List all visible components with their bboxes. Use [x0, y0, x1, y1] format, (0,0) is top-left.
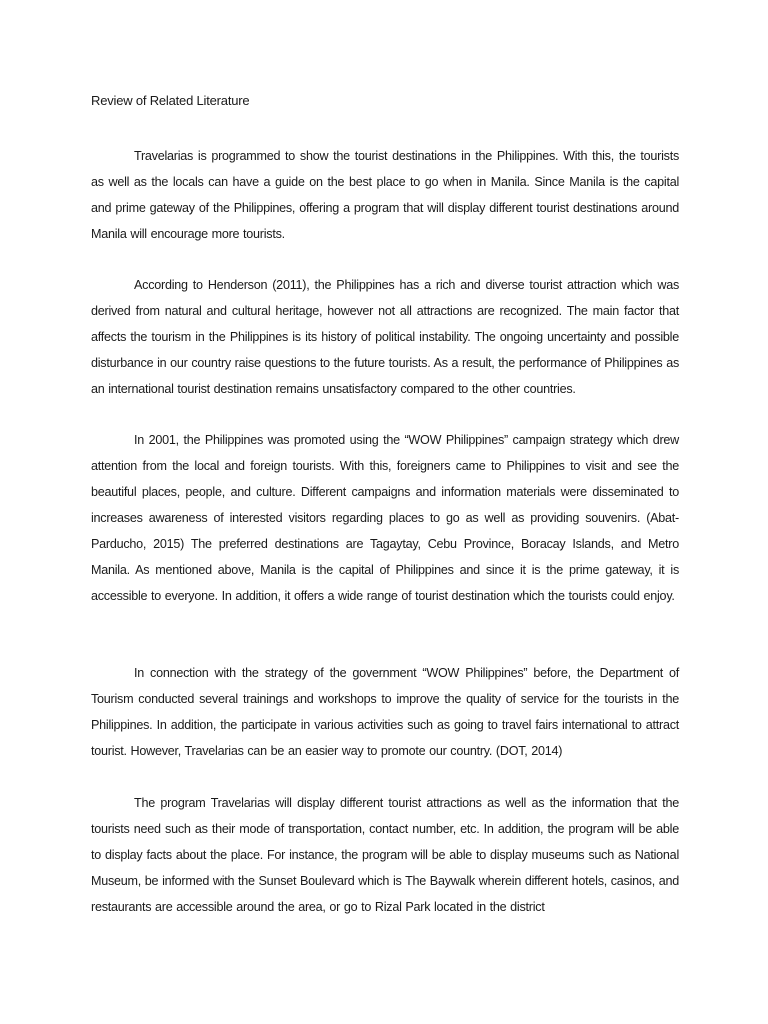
- paragraph-5: The program Travelarias will display different tourist attractions as well as the information that the tourists need such as their mode of transportation, contact number, etc. In addition, the program will be able to display facts about the place. For instance, the program will be able to display museums such as National Museum, be informed with the Sunset Boulevard which is The Baywalk wherein different hotels, casinos, and restaurants are accessible around the area, or go to Rizal Park located in the district: [91, 796, 679, 914]
- paragraph-2: According to Henderson (2011), the Philippines has a rich and diverse tourist attraction which was derived from natural and cultural heritage, however not all attractions are recognized. The main factor that affects the tourism in the Philippines is its history of political instability. The ongoing uncertainty and possible disturbance in our country raise questions to the future tourists. As a result, the performance of Philippines as an international tourist destination remains unsatisfactory compared to the other countries.: [91, 278, 679, 396]
- document-heading: Review of Related Literature: [91, 93, 250, 108]
- paragraph-4: In connection with the strategy of the government “WOW Philippines” before, the Department of Tourism conducted several trainings and workshops to improve the quality of service for the tourists in the Philippines. In addition, the participate in various activities such as going to travel fairs international to attract tourist. However, Travelarias can be an easier way to promote our country. (DOT, 2014): [91, 666, 679, 758]
- paragraph-1: Travelarias is programmed to show the tourist destinations in the Philippines. With this, the tourists as well as the locals can have a guide on the best place to go when in Manila. Since Manila is the capital and prime gateway of the Philippines, offering a program that will display different tourist destinations around Manila will encourage more tourists.: [91, 149, 679, 241]
- paragraph-3: In 2001, the Philippines was promoted using the “WOW Philippines” campaign strategy which drew attention from the local and foreign tourists. With this, foreigners came to Philippines to visit and see the beautiful places, people, and culture. Different campaigns and information materials were disseminated to increases awareness of interested visitors regarding places to go as well as providing souvenirs. (Abat-Parducho, 2015) The preferred destinations are Tagaytay, Cebu Province, Boracay Islands, and Metro Manila. As mentioned above, Manila is the capital of Philippines and since it is the prime gateway, it is accessible to everyone. In addition, it offers a wide range of tourist destination which the tourists could enjoy.: [91, 433, 679, 603]
